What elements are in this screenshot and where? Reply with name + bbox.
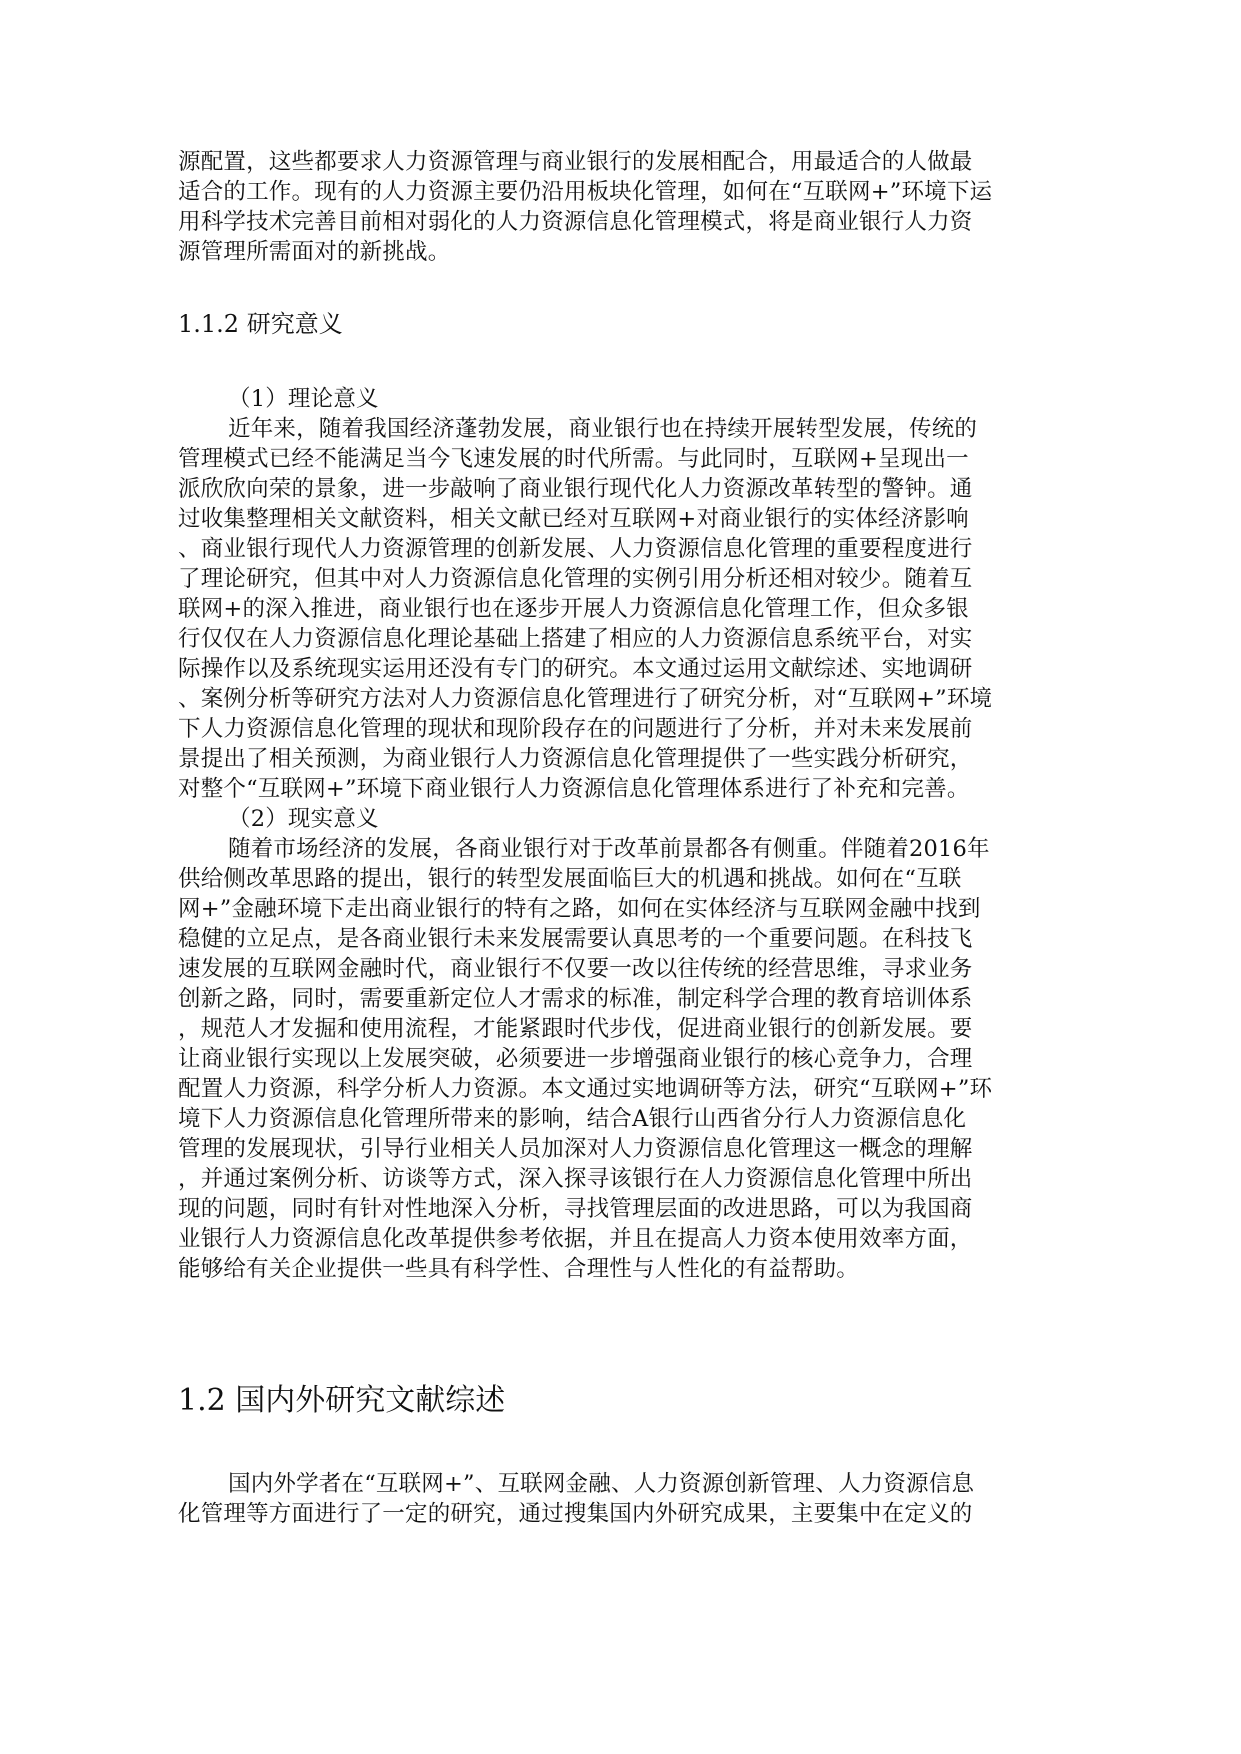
section-heading-1-2: 1.2 国内外研究文献综述 xyxy=(178,1383,506,1418)
literature-review-body xyxy=(178,1469,1058,1529)
text-line: 源配置，这些都要求人力资源管理与商业银行的发展相配合，用最适合的人做最 xyxy=(178,149,973,175)
text-line: 际操作以及系统现实运用还没有专门的研究。本文通过运用文献综述、实地调研 xyxy=(178,656,973,682)
text-line: 配置人力资源，科学分析人力资源。本文通过实地调研等方法，研究“互联网+”环 xyxy=(178,1076,993,1102)
text-line: 管理模式已经不能满足当今飞速发展的时代所需。与此同时，互联网+呈现出一 xyxy=(178,446,969,472)
subheading-theory: （1）理论意义 xyxy=(228,386,379,412)
text-line: ，并通过案例分析、访谈等方式，深入探寻该银行在人力资源信息化管理中所出 xyxy=(178,1166,973,1192)
text-line: 管理的发展现状，引导行业相关人员加深对人力资源信息化管理这一概念的理解 xyxy=(178,1136,973,1162)
section-heading-1-1-2: 1.1.2 研究意义 xyxy=(178,310,343,338)
research-significance-body xyxy=(178,384,1058,1284)
subheading-practice: （2）现实意义 xyxy=(228,806,379,832)
text-line: 行仅仅在人力资源信息化理论基础上搭建了相应的人力资源信息系统平台，对实 xyxy=(178,626,973,652)
text-line: 能够给有关企业提供一些具有科学性、合理性与人性化的有益帮助。 xyxy=(178,1256,860,1282)
text-line: 下人力资源信息化管理的现状和现阶段存在的问题进行了分析，并对未来发展前 xyxy=(178,716,973,742)
text-line: 化管理等方面进行了一定的研究，通过搜集国内外研究成果，主要集中在定义的 xyxy=(178,1501,973,1527)
text-line: 随着市场经济的发展，各商业银行对于改革前景都各有侧重。伴随着2016年 xyxy=(228,836,990,862)
text-line: 供给侧改革思路的提出，银行的转型发展面临巨大的机遇和挑战。如何在“互联 xyxy=(178,866,962,892)
text-line: 业银行人力资源信息化改革提供参考依据，并且在提高人力资本使用效率方面， xyxy=(178,1226,973,1252)
text-line: 联网+的深入推进，商业银行也在逐步开展人力资源信息化管理工作，但众多银 xyxy=(178,596,969,622)
text-line: 速发展的互联网金融时代，商业银行不仅要一改以往传统的经营思维，寻求业务 xyxy=(178,956,973,982)
text-line: 、案例分析等研究方法对人力资源信息化管理进行了研究分析，对“互联网+”环境 xyxy=(178,686,993,712)
text-line: ，规范人才发掘和使用流程，才能紧跟时代步伐，促进商业银行的创新发展。要 xyxy=(178,1016,973,1042)
text-line: 境下人力资源信息化管理所带来的影响，结合A银行山西省分行人力资源信息化 xyxy=(178,1106,967,1132)
text-line: 景提出了相关预测，为商业银行人力资源信息化管理提供了一些实践分析研究， xyxy=(178,746,973,772)
text-line: 过收集整理相关文献资料，相关文献已经对互联网+对商业银行的实体经济影响 xyxy=(178,506,969,532)
text-line: 了理论研究，但其中对人力资源信息化管理的实例引用分析还相对较少。随着互 xyxy=(178,566,973,592)
text-line: 现的问题，同时有针对性地深入分析，寻找管理层面的改进思路，可以为我国商 xyxy=(178,1196,973,1222)
text-line: 、商业银行现代人力资源管理的创新发展、人力资源信息化管理的重要程度进行 xyxy=(178,536,973,562)
text-line: 稳健的立足点，是各商业银行未来发展需要认真思考的一个重要问题。在科技飞 xyxy=(178,926,973,952)
text-line: 派欣欣向荣的景象，进一步敲响了商业银行现代化人力资源改革转型的警钟。通 xyxy=(178,476,973,502)
top-paragraph xyxy=(178,147,1058,267)
text-line: 网+”金融环境下走出商业银行的特有之路，如何在实体经济与互联网金融中找到 xyxy=(178,896,981,922)
text-line: 适合的工作。现有的人力资源主要仍沿用板块化管理，如何在“互联网+”环境下运 xyxy=(178,179,993,205)
text-line: 近年来，随着我国经济蓬勃发展，商业银行也在持续开展转型发展，传统的 xyxy=(228,416,978,442)
text-line: 让商业银行实现以上发展突破，必须要进一步增强商业银行的核心竞争力，合理 xyxy=(178,1046,973,1072)
text-line: 用科学技术完善目前相对弱化的人力资源信息化管理模式，将是商业银行人力资 xyxy=(178,209,973,235)
text-line: 源管理所需面对的新挑战。 xyxy=(178,239,451,265)
text-line: 国内外学者在“互联网+”、互联网金融、人力资源创新管理、人力资源信息 xyxy=(228,1471,975,1497)
text-line: 对整个“互联网+”环境下商业银行人力资源信息化管理体系进行了补充和完善。 xyxy=(178,776,970,802)
text-line: 创新之路，同时，需要重新定位人才需求的标准，制定科学合理的教育培训体系 xyxy=(178,986,973,1012)
